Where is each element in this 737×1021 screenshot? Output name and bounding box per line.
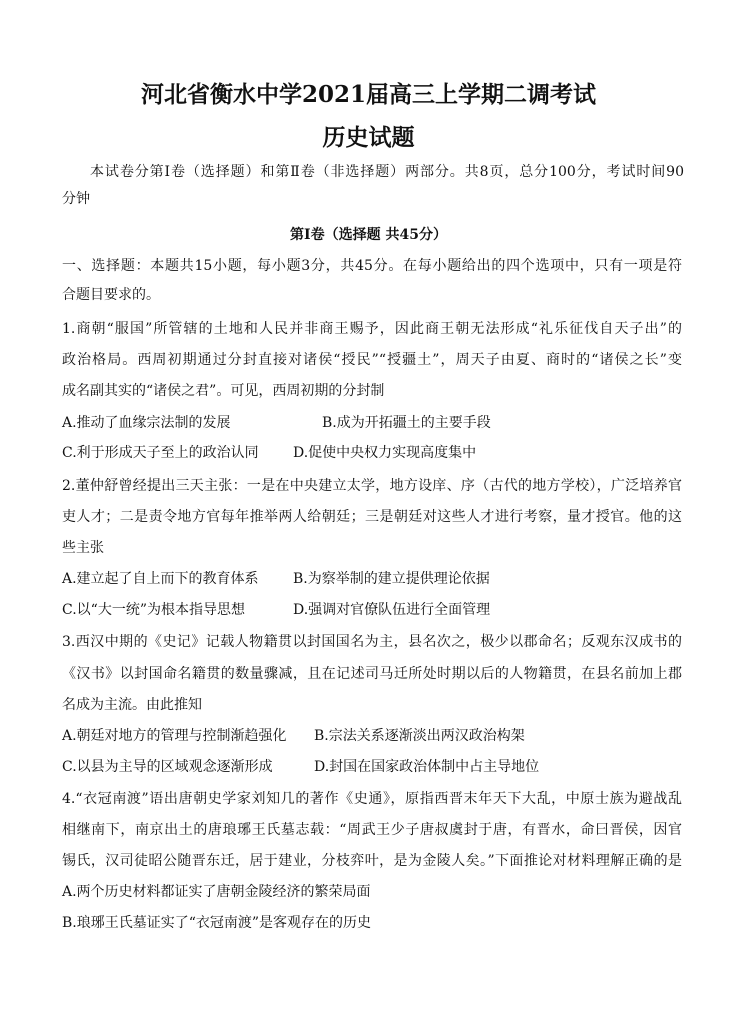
exam-title: 河北省衡水中学2021届高三上学期二调考试 (140, 81, 596, 108)
question-3-line-2: 《汉书》以封国命名籍贯的数量骤减，且在记述司马迁所处时期以后的人物籍贯，在县名前加上郡 (62, 666, 682, 682)
question-1-line-1: 1.商朝“服国”所管辖的土地和人民并非商王赐予，因此商王朝无法形成“礼乐征伐自天子出”的 (62, 321, 682, 337)
question-1-option-c: C.利于形成天子至上的政治认同 (62, 445, 259, 461)
question-4-option-a: A.两个历史材料都证实了唐朝金陵经济的繁荣局面 (62, 884, 371, 900)
question-3-line-1: 3.西汉中期的《史记》记载人物籍贯以封国国名为主，县名次之，极少以郡命名；反观东汉成书的 (62, 634, 682, 650)
section-title: 第Ⅰ卷（选择题 共45分） (290, 227, 447, 243)
question-1-option-a: A.推动了血缘宗法制的发展 (62, 415, 231, 431)
question-3-option-b: B.宗法关系逐渐淡出两汉政治构架 (314, 728, 525, 744)
question-4-line-1: 4.“衣冠南渡”语出唐朝史学家刘知几的著作《史通》，原指西晋末年天下大乱，中原士族为避战乱 (62, 791, 682, 807)
question-2-option-b: B.为察举制的建立提供理论依据 (293, 571, 490, 587)
question-3-option-d: D.封国在国家政治体制中占主导地位 (314, 759, 540, 775)
question-2-option-d: D.强调对官僚队伍进行全面管理 (293, 602, 491, 618)
question-3-option-a: A.朝廷对地方的管理与控制渐趋强化 (62, 728, 287, 744)
question-2-line-2: 吏人才；二是责令地方官每年推举两人给朝廷；三是朝廷对这些人才进行考察，量才授官。他的这 (62, 509, 682, 525)
intro-line-1: 本试卷分第Ⅰ卷（选择题）和第Ⅱ卷（非选择题）两部分。共8页，总分100分，考试时间90 (90, 164, 684, 180)
section-intro-line-1: 一、选择题：本题共15小题，每小题3分，共45分。在每小题给出的四个选项中，只有一项是符 (62, 258, 682, 274)
question-3-line-3: 名成为主流。由此推知 (62, 697, 202, 713)
question-2-option-c: C.以“大一统”为根本指导思想 (62, 602, 245, 618)
question-2-option-a: A.建立起了自上而下的教育体系 (62, 571, 259, 587)
question-1-option-d: D.促使中央权力实现高度集中 (293, 445, 477, 461)
intro-line-2: 分钟 (62, 191, 90, 207)
question-1-line-2: 政治格局。西周初期通过分封直接对诸侯“授民”“授疆土”，周天子由夏、商时的“诸侯之长”变 (62, 352, 682, 368)
question-1-option-b: B.成为开拓疆土的主要手段 (322, 415, 491, 431)
section-intro-line-2: 合题目要求的。 (62, 287, 160, 303)
question-2-line-3: 些主张 (62, 540, 104, 556)
question-2-line-1: 2.董仲舒曾经提出三天主张：一是在中央建立太学，地方设庠、序（古代的地方学校），广泛培养官 (62, 478, 682, 494)
question-4-line-3: 锡氏，汉司徒昭公随晋东迁，居于建业，分枝弈叶，是为金陵人矣。”下面推论对材料理解正确的是 (62, 853, 682, 869)
question-1-line-3: 成名副其实的“诸侯之君”。可见，西周初期的分封制 (62, 383, 385, 399)
question-4-line-2: 相继南下，南京出土的唐琅琊王氏墓志载：“周武王少子唐叔虞封于唐，有晋水，命曰晋侯，因官 (62, 822, 682, 838)
question-4-option-b: B.琅琊王氏墓证实了“衣冠南渡”是客观存在的历史 (62, 915, 372, 931)
question-3-option-c: C.以县为主导的区域观念逐渐形成 (62, 759, 273, 775)
exam-subtitle: 历史试题 (322, 124, 415, 151)
